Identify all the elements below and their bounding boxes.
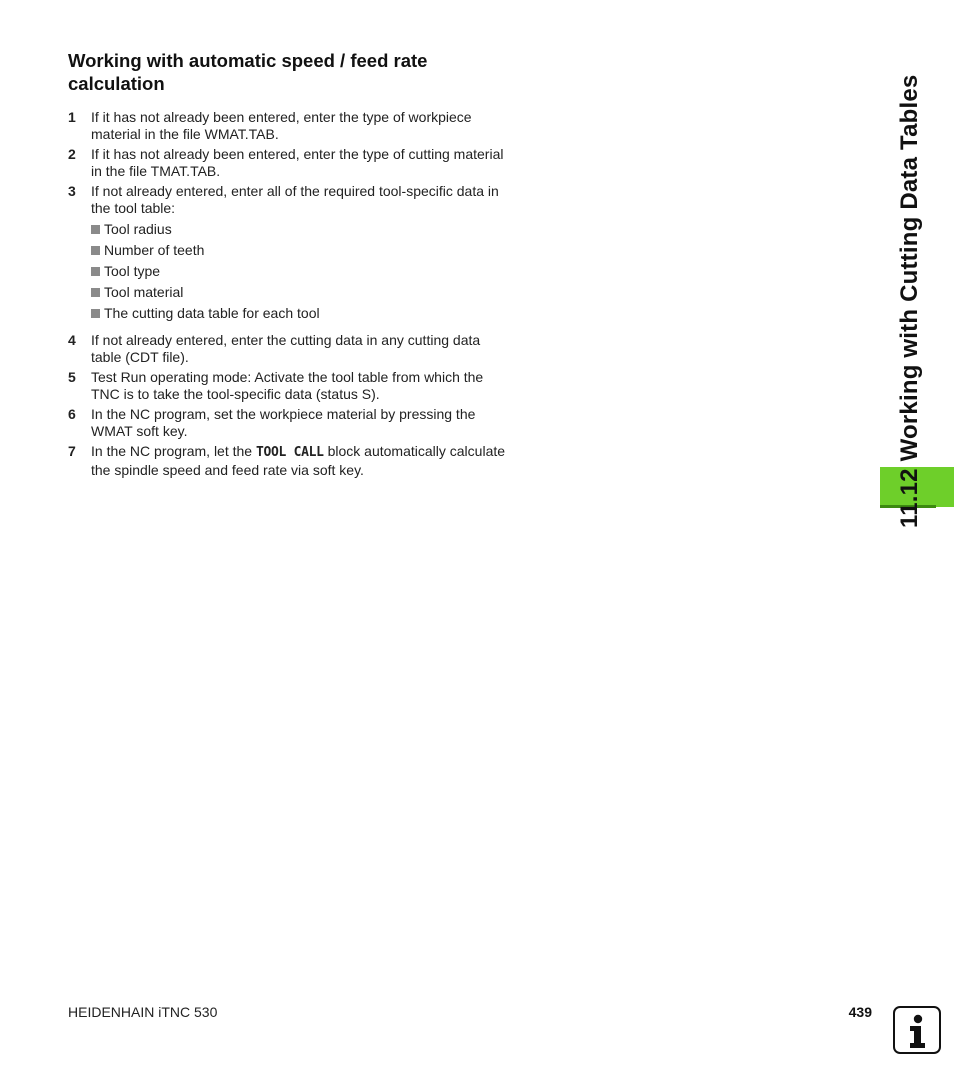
square-bullet-icon bbox=[91, 288, 100, 297]
step-item bbox=[68, 109, 513, 142]
step-number: 7 bbox=[68, 443, 76, 459]
list-item bbox=[91, 219, 513, 240]
step-text: In the NC program, set the workpiece material by pressing the WMAT soft key. bbox=[91, 406, 476, 439]
chapter-section-title: 11.12 Working with Cutting Data Tables bbox=[896, 74, 923, 528]
step-item bbox=[68, 369, 513, 402]
square-bullet-icon bbox=[91, 267, 100, 276]
step-number: 6 bbox=[68, 406, 76, 422]
step-number: 5 bbox=[68, 369, 76, 385]
info-glyph bbox=[895, 1008, 939, 1052]
page-number: 439 bbox=[848, 1004, 872, 1020]
step-item bbox=[68, 146, 513, 179]
step-item bbox=[68, 183, 513, 328]
step-item bbox=[68, 406, 513, 439]
step-text: If it has not already been entered, enter the type of cutting material in the file TMAT.TAB. bbox=[91, 146, 504, 179]
step-number: 4 bbox=[68, 332, 76, 348]
info-icon bbox=[893, 1006, 941, 1054]
step-number: 2 bbox=[68, 146, 76, 162]
footer-product-name: HEIDENHAIN iTNC 530 bbox=[68, 1004, 218, 1020]
list-item-label: Tool type bbox=[104, 263, 161, 280]
step-text-after: block automatically calculate the spindle speed and feed rate via soft key. bbox=[91, 443, 506, 478]
list-item-label: Tool radius bbox=[104, 221, 172, 238]
list-item bbox=[91, 261, 513, 282]
tool-data-list bbox=[91, 219, 513, 324]
step-item bbox=[68, 443, 513, 478]
step-text: If not already entered, enter all of the required tool-specific data in the tool table: bbox=[91, 183, 499, 216]
nc-code: TOOL CALL bbox=[255, 445, 324, 460]
list-item-label: Number of teeth bbox=[104, 242, 205, 259]
step-item bbox=[68, 332, 513, 365]
step-text bbox=[91, 443, 513, 478]
section-heading: Working with automatic speed / feed rate calculation bbox=[68, 50, 428, 94]
step-text: If not already entered, enter the cutting data in any cutting data table (CDT file). bbox=[91, 332, 481, 365]
list-item bbox=[91, 240, 513, 261]
list-item bbox=[91, 303, 513, 324]
list-item-label: Tool material bbox=[104, 284, 184, 301]
step-number: 1 bbox=[68, 109, 76, 125]
list-item-label: The cutting data table for each tool bbox=[104, 305, 320, 322]
step-text: Test Run operating mode: Activate the tool table from which the TNC is to take the tool-specific data (status S). bbox=[91, 369, 484, 402]
step-number: 3 bbox=[68, 183, 76, 199]
step-text: If it has not already been entered, enter the type of workpiece material in the file WMAT.TAB. bbox=[91, 109, 472, 142]
square-bullet-icon bbox=[91, 225, 100, 234]
step-text-before: In the NC program, let the bbox=[91, 443, 256, 459]
list-item bbox=[91, 282, 513, 303]
square-bullet-icon bbox=[91, 309, 100, 318]
step-content bbox=[91, 183, 513, 328]
step-list bbox=[68, 109, 513, 482]
square-bullet-icon bbox=[91, 246, 100, 255]
